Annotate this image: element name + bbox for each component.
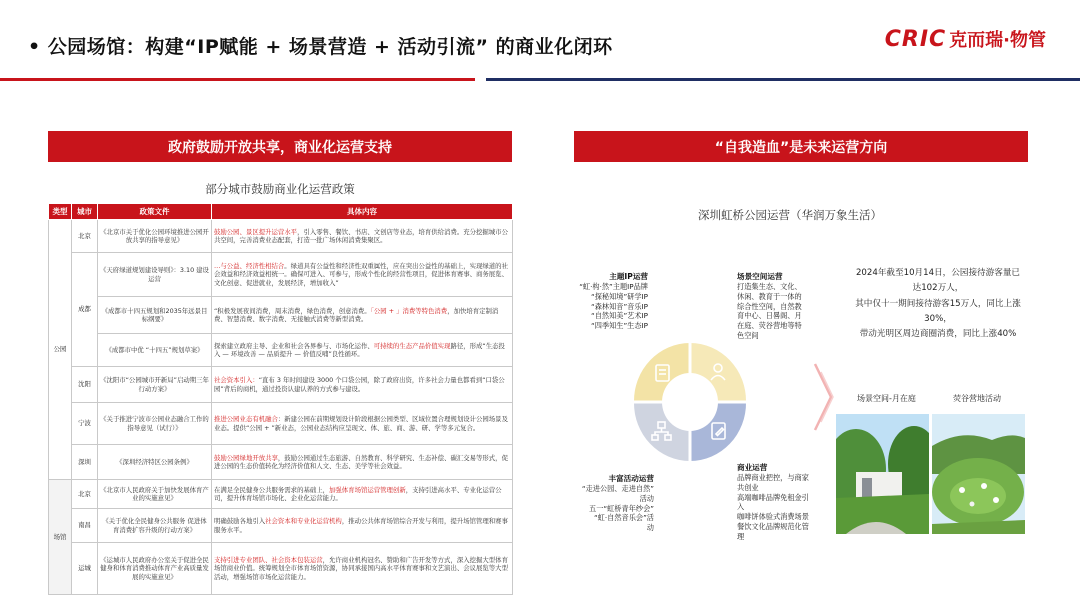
quadrant-label-space — [737, 272, 829, 341]
quadrant-title: 商业运营 — [737, 463, 768, 472]
highlight-text: 加强体育场馆运营管理创新 — [329, 485, 406, 494]
table-row — [49, 509, 513, 543]
quadrant-label-commerce — [737, 463, 831, 541]
col-header-content: 具体内容 — [212, 204, 513, 220]
highlight-text: 支持引进专业团队、社会资本包装运营 — [214, 556, 323, 565]
quadrant-line: “虹·自然音乐会”活 — [593, 513, 654, 523]
quadrant-line: 五一“虹桥青年纱会” — [589, 503, 654, 513]
stat-line: 带动光明区周边商圈消费，同比上涨40% — [859, 329, 1017, 340]
content-cell: 鼓励公园、景区提升运营水平，引入零售、餐饮、书店、文创店等业态，培育供给消费。充分挖掘城市公共空间，完善消费业态配套，打造一批广场休闲消费集聚区。 — [212, 220, 513, 253]
quadrant-line: 色空间 — [737, 330, 759, 340]
city-cell: 深圳 — [72, 445, 98, 480]
quadrant-label-activity — [560, 474, 654, 533]
quadrant-line: 理 — [737, 531, 745, 541]
content-cell: 明确鼓励各地引入社会资本和专业化运营机构，推动公共体育场馆综合开发与利用，提升场馆管理和赛事服务水平。 — [212, 509, 513, 543]
highlight-text: 社会资本和专业化运营机构 — [265, 517, 342, 526]
logo-cn: 克而瑞·物管 — [949, 30, 1046, 51]
park-stats — [838, 266, 1038, 342]
table-row — [49, 403, 513, 445]
logo — [885, 26, 1046, 52]
quadrant-title: 主题IP运营 — [609, 272, 648, 281]
left-banner: 政府鼓励开放共享，商业化运营支持 — [48, 131, 512, 162]
quadrant-line: 休闲、教育于一体的 — [737, 291, 802, 301]
quadrant-line: 入 — [737, 502, 745, 512]
highlight-text: 「公园 + 」消费等特色消费 — [370, 306, 448, 315]
content-cell: 推进公园业态有机融合：新建公园在前期规划设计阶段根据公园类型、区域位置合理规划设计公园场景及业态。提供“公园 + ”新业态，公园业态结构应呈现文、体、旅、商、游、研、学等多元复合。 — [212, 403, 513, 445]
type-cell: 场馆 — [49, 480, 72, 595]
city-cell: 运城 — [72, 543, 98, 595]
photo-moon-courtyard — [836, 414, 929, 534]
content-cell: 鼓励公园绿地开放共享，鼓励公园通过生态旅游、自然教育、科学研究、生态补偿、碳汇交易等形式，促进公园的生态价值转化为经济价值和人文、生态、美学等社会效益。 — [212, 445, 513, 480]
content-cell: 社会资本引入：“直布 3 年时间建设 3000 个口袋公园，除了政府出资，许多社会力量也都看到“口袋公园”背后的商机，通过投资认建认养的方式参与建设。 — [212, 367, 513, 403]
city-cell: 北京 — [72, 220, 98, 253]
table-row — [49, 543, 513, 595]
quadrant-line: 综合性空间，自然教 — [737, 301, 802, 311]
operation-ring-diagram — [632, 341, 748, 463]
table-row — [49, 297, 513, 334]
quadrant-line: 育中心、日晷阁、月 — [737, 311, 802, 321]
doc-cell: 《沈阳市“公园城市开新局”启动期三年行动方案》 — [98, 367, 212, 403]
quadrant-line: 餐饮文化品牌规范化管 — [737, 521, 809, 531]
doc-cell: 《深圳经济特区公园条例》 — [98, 445, 212, 480]
quadrant-line: “自然知美”艺术IP — [590, 311, 648, 321]
col-header-type: 类型 — [49, 204, 72, 220]
city-cell: 南昌 — [72, 509, 98, 543]
photo-label: 荧谷营地活动 — [953, 394, 1001, 403]
quadrant-label-ip — [560, 272, 648, 331]
photo-firefly-camp — [932, 414, 1025, 534]
highlight-text: 推进公园业态有机融合 — [214, 415, 278, 424]
quadrant-title: 场景空间运营 — [737, 272, 783, 281]
chevron-right-icon — [812, 362, 834, 432]
col-header-city: 城市 — [72, 204, 98, 220]
quadrant-line: “走进公园、走进自然” — [581, 484, 654, 494]
table-row — [49, 334, 513, 367]
stat-line: 30%， — [924, 313, 952, 324]
content-cell: 探索建立政府主导、企业和社会各界参与、市场化运作、可持续的生态产品价值实现路径，形成“生态投入 — 环境改善 — 品质提升 — 价值反哺”良性循环。 — [212, 334, 513, 367]
doc-cell: 《成都市中优 “十四五”规划草案》 — [98, 334, 212, 367]
ring-quadrant-tl — [634, 343, 690, 402]
quadrant-line: “四季知生”生态IP — [590, 321, 648, 331]
policy-table — [48, 203, 513, 595]
type-cell: 公园 — [49, 220, 72, 480]
quadrant-line: 共创业 — [737, 482, 759, 492]
table-row — [49, 480, 513, 509]
doc-cell: 《成都市十四五规划和2035年远景目标纲要》 — [98, 297, 212, 334]
highlight-text: 可持续的生态产品价值实现 — [373, 341, 451, 350]
quadrant-line: “探秘知境”研学IP — [590, 291, 648, 301]
table-row — [49, 367, 513, 403]
table-row — [49, 253, 513, 297]
doc-cell: 《关于推进宁波市公园业态融合工作的指导意见（试行）》 — [98, 403, 212, 445]
stat-line: 达102万人， — [912, 283, 964, 294]
page-title: • 公园场馆：构建“IP赋能 + 场景营造 + 活动引流” 的商业化闭环 — [28, 36, 613, 58]
quadrant-line: 高端咖啡品牌免租金引 — [737, 492, 809, 502]
quadrant-line: 咖啡饼体验式消费场景 — [737, 512, 809, 522]
logo-en: CRIC — [884, 27, 947, 52]
photo-label: 场景空间-月在庭 — [857, 394, 916, 403]
stat-line: 其中仅十一期间接待游客15万人，同比上涨 — [855, 298, 1021, 309]
quadrant-line: 打造集生态、文化、 — [737, 282, 802, 292]
highlight-text: 鼓励公园、景区提升运营水平 — [214, 227, 298, 236]
quadrant-line: “森林知音”音乐IP — [590, 301, 648, 311]
content-cell: 支持引进专业团队、社会资本包装运营，允许商业机构冠名、赞助和广告开发等方式，深入挖掘大型体育场馆商业价值。统筹规划全市体育场馆资源，协同承接国内高水平体育赛事和文艺演出、会议展览等大型活动，增强场馆市场化运营能力。 — [212, 543, 513, 595]
highlight-text: 鼓励公园绿地开放共享 — [214, 453, 278, 462]
quadrant-line: 动 — [646, 523, 654, 533]
highlight-text: …与公益、经济性相结合 — [214, 262, 285, 271]
quadrant-line: “虹·构·然”主题IP品牌 — [579, 282, 648, 292]
case-title: 深圳虹桥公园运营（华润万象生活） — [698, 208, 882, 222]
col-header-doc: 政策文件 — [98, 204, 212, 220]
city-cell: 宁波 — [72, 403, 98, 445]
quadrant-line: 活动 — [639, 493, 654, 503]
table-caption: 部分城市鼓励商业化运营政策 — [205, 182, 355, 196]
stat-line: 2024年截至10月14日，公园接待游客量已 — [855, 268, 1021, 278]
content-cell: …与公益、经济性相结合。绿道具有公益性和经济性双重属性，应在突出公益性的基础上，实现绿道的社会效益和经济效益相统一。确保可进入、可参与，形成个性化的经营性项目，促进体育赛事、商务展览、文化创意、促进就业，发展经济，增加收入” — [212, 253, 513, 297]
city-cell: 成都 — [72, 253, 98, 367]
content-cell: 在满足全民健身公共服务需求的基础上，加强体育场馆运营管理创新，支持引进高水平、专业化运营公司，提升体育场馆市场化、企业化运营能力。 — [212, 480, 513, 509]
header-divider-red — [0, 78, 475, 81]
quadrant-title: 丰富活动运营 — [608, 474, 654, 483]
city-cell: 北京 — [72, 480, 98, 509]
doc-cell: 《北京市关于优化公园环境推进公园开放共享的指导意见》 — [98, 220, 212, 253]
quadrant-line: 在庭、荧谷营地等特 — [737, 321, 802, 331]
right-banner: “自我造血”是未来运营方向 — [574, 131, 1028, 162]
table-row — [49, 220, 513, 253]
city-cell: 沈阳 — [72, 367, 98, 403]
content-cell: “积极发展夜间消费，周末消费，绿色消费，创意消费。「公园 + 」消费等特色消费，加快培育定制消费、智慧消费、数字消费、无接触式消费等新型消费。 — [212, 297, 513, 334]
table-row — [49, 445, 513, 480]
header-divider-navy — [486, 78, 1080, 81]
quadrant-line: 品牌商业把控，与商家 — [737, 473, 809, 483]
doc-cell: 《运城市人民政府办公室关于促进全民健身和体育消费推动体育产业高质量发展的实施意见》 — [98, 543, 212, 595]
doc-cell: 《关于优化全民健身公共服务 促进体育消费扩容升级的行动方案》 — [98, 509, 212, 543]
highlight-text: 社会资本引入： — [214, 376, 259, 385]
doc-cell: 《北京市人民政府关于加快发展体育产业的实施意见》 — [98, 480, 212, 509]
doc-cell: 《天府绿道规划建设导则》：3.10 建设运营 — [98, 253, 212, 297]
table-header-row — [49, 204, 513, 220]
